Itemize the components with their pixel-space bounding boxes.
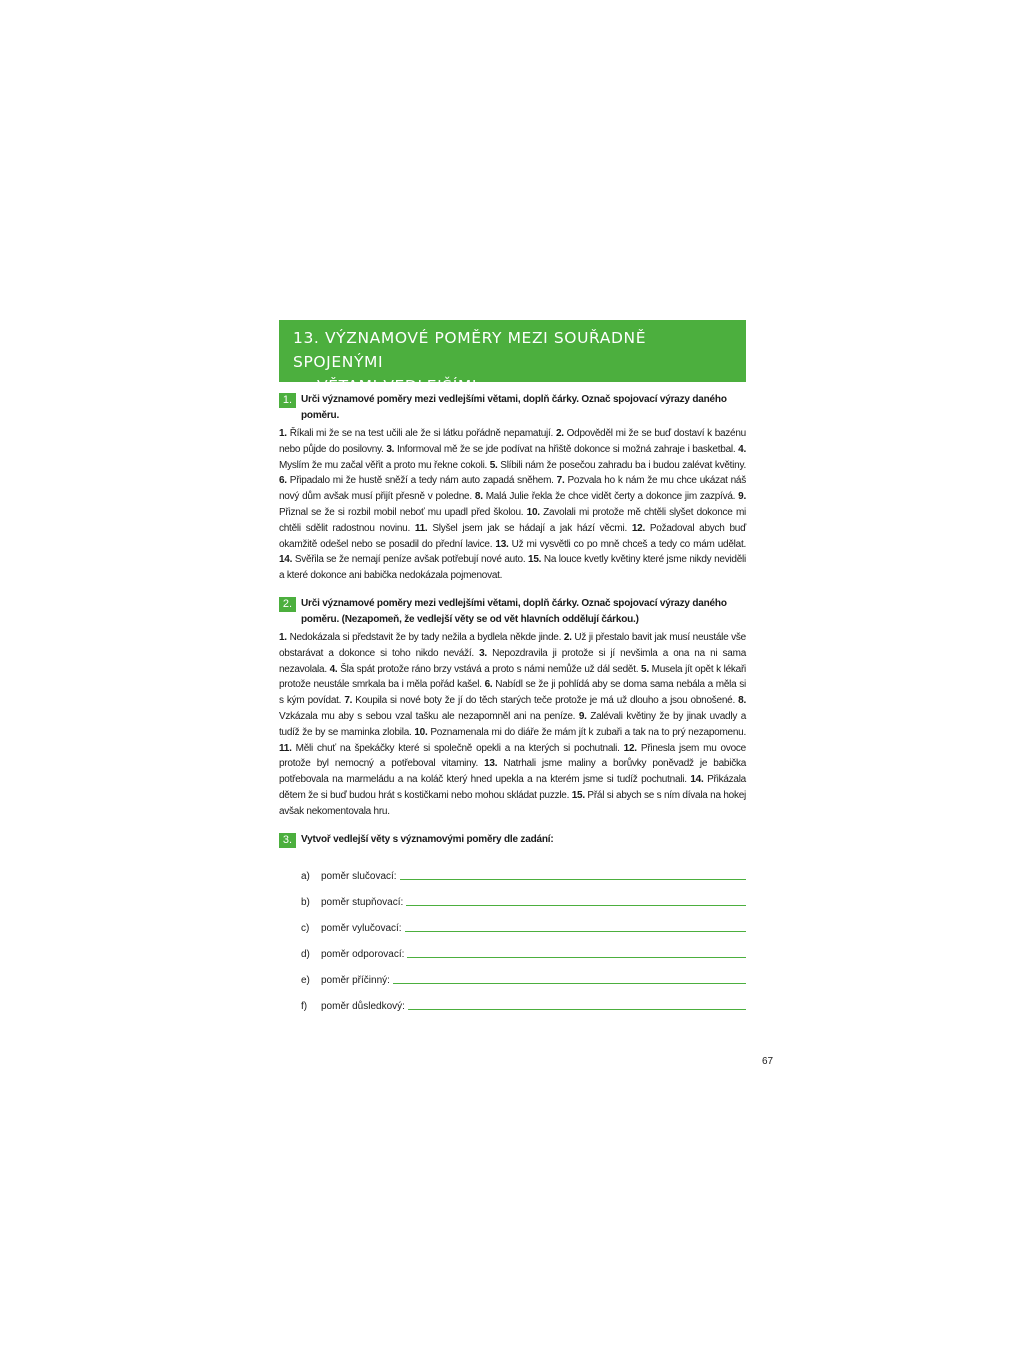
sentence-text: Natrhali jsme maliny a borůvky poněvadž je babička potřebovala na marmeládu a na koláč který hned upekla a na kterém jsme si tudíž pochutnali. xyxy=(279,758,746,786)
sentence-text: Říkali mi že se na test učili ale že si látku pořádně nepamatují. xyxy=(286,428,556,439)
sentence-number: 6. xyxy=(279,475,287,487)
sentence-text: Už mi vysvětli co po mně chceš a tedy co mám udělat. xyxy=(508,538,746,550)
answer-write-line[interactable] xyxy=(400,878,746,880)
sentence-number: 8. xyxy=(474,491,483,503)
sentence-number: 10. xyxy=(414,726,428,738)
sentence-number: 11. xyxy=(279,742,292,754)
sentence-text: Zalévali květiny že by jinak uvadly a tudíž že by se maminka zlobila. xyxy=(279,710,747,738)
task-1 xyxy=(279,392,746,584)
sentence-number: 12. xyxy=(631,522,645,534)
answer-label: poměr příčinný: xyxy=(321,974,390,986)
sentence-number: 4. xyxy=(329,663,338,675)
sentence-text: Slíbili nám že posečou zahradu ba i budou zalévat květiny. xyxy=(497,459,746,471)
sentence-text: Nedokázala si představit že by tady nežila a bydlela někde jinde. xyxy=(286,631,564,643)
sentence-text: Na louce kvetly květiny které jsme nikdy neviděli a které dokonce ani babička nedokázala pojmenovat. xyxy=(279,554,746,582)
task-instruction: Urči významové poměry mezi vedlejšími větami, doplň čárky. Označ spojovací výrazy daného poměru. xyxy=(301,394,727,421)
sentence-text: Nabídl se že ji pohlídá aby se doma sama nebála a měla si s kým povídat. xyxy=(279,679,746,707)
task-2 xyxy=(279,596,746,820)
answer-label: poměr slučovací: xyxy=(321,870,397,882)
answer-lines xyxy=(279,856,746,1012)
sentence-number: 4. xyxy=(738,443,746,455)
sentence-text: Přikázala dětem že si buď budou hrát s kostičkami nebo mohou skládat puzzle. xyxy=(279,774,746,801)
answer-letter: e) xyxy=(301,974,310,986)
sentence-number: 14. xyxy=(690,774,704,786)
sentence-number: 9. xyxy=(578,710,587,722)
worksheet xyxy=(279,320,746,1012)
answer-row xyxy=(301,960,746,986)
sentence-text: Myslím že mu začal věřit a proto mu řekne cokoli. xyxy=(279,459,490,471)
task-instruction: Vytvoř vedlejší věty s významovými poměry dle zadání: xyxy=(301,833,554,845)
answer-row xyxy=(301,856,746,882)
sentence-number: 8. xyxy=(738,695,746,707)
sentence-text: Slyšel jsem jak se hádají a jak hází věcmi. xyxy=(427,522,632,534)
sentence-text: Informoval mě že se jde podívat na hřiště dokonce si možná zahraje i basketbal. xyxy=(394,443,739,455)
sentence-text: Už ji přestalo bavit jak musí neustále vše obstarávat a dokonce si toho nikdo neváží. xyxy=(279,631,746,659)
sentence-text: Zavolali mi protože mě chtěli slyšet dokonce mi chtěli sdělit radostnou novinu. xyxy=(279,506,747,534)
sentence-number: 7. xyxy=(556,475,565,487)
task-sentences xyxy=(279,630,746,820)
sentence-number: 7. xyxy=(344,695,353,707)
answer-write-line[interactable] xyxy=(405,930,746,932)
sentence-number: 3. xyxy=(386,443,395,455)
sentence-text: Nepozdravila ji protože si jí nevšimla a ona na ni sama nezavolala. xyxy=(279,647,747,675)
answer-write-line[interactable] xyxy=(408,1008,746,1010)
sentence-text: Malá Julie řekla že chce vidět čerty a dokonce jim zazpívá. xyxy=(482,491,739,503)
sentence-number: 15. xyxy=(571,789,585,801)
sentence-text: Přál si abych se s ním dívala na hokej avšak nekomentovala hru. xyxy=(279,789,747,817)
sentence-text: Měli chuť na špekáčky které si společně opekli a na kterých si pochutnali. xyxy=(291,742,624,754)
sentence-number: 5. xyxy=(641,663,649,675)
answer-letter: b) xyxy=(301,896,310,908)
sentence-number: 3. xyxy=(479,647,487,659)
sentence-text: Vzkázala mu aby s sebou vzal tašku ale nezapomněl ani na peníze. xyxy=(279,710,579,722)
answer-label: poměr odporovací: xyxy=(321,948,405,960)
sentence-text: Svěřila se že nemají peníze avšak potřebují nové auto. xyxy=(292,554,529,566)
sentence-number: 11. xyxy=(414,522,428,534)
answer-write-line[interactable] xyxy=(406,904,746,906)
sentence-text: Musela jít opět k lékaři protože neustále smrkala ba i měla pořád kašel. xyxy=(279,663,747,691)
sentence-number: 13. xyxy=(495,538,509,550)
sentence-number: 10. xyxy=(526,506,540,518)
task-number-badge: 3. xyxy=(279,833,296,848)
sentence-number: 13. xyxy=(484,758,498,770)
answer-row xyxy=(301,986,746,1012)
sentence-text: Šla spát protože ráno brzy vstává a proto s námi nemůže už dál sedět. xyxy=(337,663,642,675)
sentence-number: 1. xyxy=(279,631,287,643)
sentence-text: Odpověděl mi že se buď dostaví k bazénu nebo půjde do posilovny. xyxy=(279,428,746,455)
answer-write-line[interactable] xyxy=(393,982,746,984)
sentence-number: 1. xyxy=(279,428,287,439)
sentence-number: 6. xyxy=(484,679,493,691)
answer-row xyxy=(301,908,746,934)
answer-row xyxy=(301,882,746,908)
task-number-badge: 2. xyxy=(279,597,296,612)
task-3 xyxy=(279,832,746,1012)
task-sentences xyxy=(279,426,746,584)
answer-letter: a) xyxy=(301,870,310,882)
sentence-number: 14. xyxy=(279,554,293,566)
sentence-text: Požadoval abych buď okamžitě odešel nebo se posadil do přední lavice. xyxy=(279,522,746,550)
sentence-number: 5. xyxy=(489,459,498,471)
chapter-title-banner xyxy=(279,320,746,395)
sentence-text: Poznamenala mi do diáře že mám jít k zubaři a tak na to prý nezapomenu. xyxy=(427,726,746,738)
sentence-number: 2. xyxy=(563,631,572,643)
sentence-number: 15. xyxy=(528,554,542,566)
answer-label: poměr důsledkový: xyxy=(321,1000,405,1012)
sentence-number: 2. xyxy=(555,428,564,439)
sentence-number: 9. xyxy=(738,491,746,503)
answer-label: poměr stupňovací: xyxy=(321,896,404,908)
sentence-text: Přinesla jsem mu ovoce protože byl nemocný a potřeboval vitaminy. xyxy=(279,742,746,770)
sentence-text: Pozvala ho k nám že mu chce ukázat náš nový dům avšak musí přijít přesně v poledne. xyxy=(279,475,746,503)
answer-letter: d) xyxy=(301,948,310,960)
sentence-text: Přiznal se že si rozbil mobil neboť mu upadl před školou. xyxy=(279,506,527,518)
chapter-title-line2: VĚTAMI VEDLEJŠÍMI xyxy=(317,377,478,395)
sentence-text: Koupila si nové boty že jí do těch starých teče protože je má už dlouho a jsou obnošené. xyxy=(352,695,739,707)
answer-row xyxy=(301,934,746,960)
sentence-number: 12. xyxy=(623,742,637,754)
answer-label: poměr vylučovací: xyxy=(321,922,402,934)
chapter-title-line1: 13. VÝZNAMOVÉ POMĚRY MEZI SOUŘADNĚ SPOJENÝMI xyxy=(293,329,647,371)
sentence-text: Připadalo mi že hustě sněží a tedy nám auto zapadá sněhem. xyxy=(286,475,557,487)
answer-write-line[interactable] xyxy=(407,956,746,958)
task-instruction: Urči významové poměry mezi vedlejšími větami, doplň čárky. Označ spojovací výrazy daného poměru. (Nezapomeň, že vedlejší věty se od vět hlavních oddělují čárkou.) xyxy=(301,597,727,625)
page-number: 67 xyxy=(762,1056,774,1067)
answer-letter: c) xyxy=(301,922,310,934)
task-number-badge: 1. xyxy=(279,393,296,408)
answer-letter: f) xyxy=(301,1000,308,1012)
